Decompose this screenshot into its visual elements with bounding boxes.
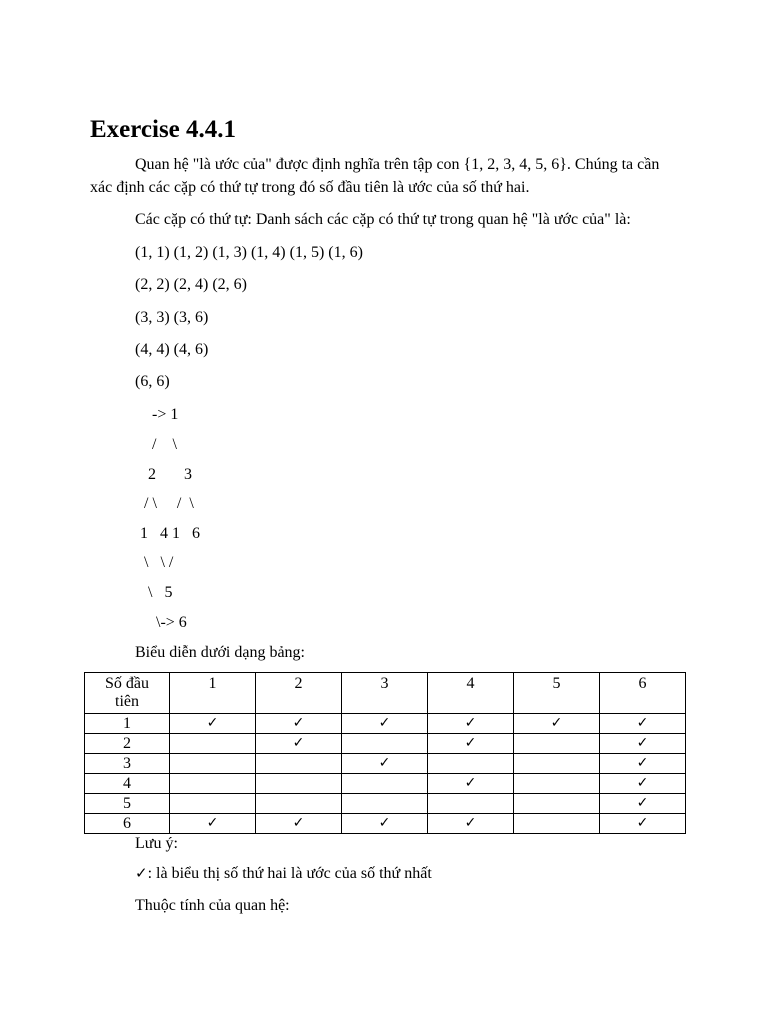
- pairs-line-5: (6, 6): [135, 373, 170, 390]
- table-cell: ✓: [428, 734, 514, 754]
- table-cell: [342, 734, 428, 754]
- table-cell: ✓: [256, 814, 342, 834]
- divisibility-table: [84, 672, 686, 834]
- pairs-line-1: (1, 1) (1, 2) (1, 3) (1, 4) (1, 5) (1, 6): [135, 244, 363, 261]
- table-cell: [256, 774, 342, 794]
- note-line: [135, 862, 432, 885]
- pairs-line-2: (2, 2) (2, 4) (2, 6): [135, 276, 247, 293]
- intro-paragraph-line2: xác định các cặp có thứ tự trong đó số đầu tiên là ước của số thứ hai.: [90, 179, 530, 196]
- table-cell: [514, 774, 600, 794]
- header-first-number-line1: Số đầu: [105, 675, 149, 692]
- note-label: Lưu ý:: [135, 835, 178, 852]
- table-cell: [428, 754, 514, 774]
- header-first-number-line2: tiên: [115, 693, 139, 710]
- table-row: [85, 794, 686, 814]
- exercise-title: Exercise 4.4.1: [90, 116, 237, 143]
- diagram-line-5: 1 4 1 6: [140, 525, 200, 542]
- table-cell: ✓: [600, 754, 686, 774]
- pairs-line-4: (4, 4) (4, 6): [135, 341, 209, 358]
- table-row: [85, 714, 686, 734]
- table-cell: ✓: [170, 714, 256, 734]
- row-label: 2: [85, 734, 170, 754]
- table-cell: ✓: [600, 774, 686, 794]
- column-header: 6: [600, 673, 686, 714]
- column-header: 5: [514, 673, 600, 714]
- table-cell: [170, 774, 256, 794]
- table-cell: ✓: [428, 714, 514, 734]
- table-cell: [256, 754, 342, 774]
- table-header-row: [85, 673, 686, 714]
- table-cell: ✓: [600, 734, 686, 754]
- table-cell: [170, 754, 256, 774]
- diagram-line-8: \-> 6: [140, 614, 187, 631]
- table-cell: [514, 794, 600, 814]
- table-cell: [514, 814, 600, 834]
- row-label: 1: [85, 714, 170, 734]
- table-cell: ✓: [600, 794, 686, 814]
- diagram-line-6: \ \ /: [140, 554, 174, 571]
- table-row: [85, 734, 686, 754]
- table-cell: [514, 734, 600, 754]
- properties-heading: Thuộc tính của quan hệ:: [135, 897, 290, 914]
- table-cell: ✓: [170, 814, 256, 834]
- table-cell: [170, 794, 256, 814]
- table-cell: ✓: [256, 714, 342, 734]
- check-icon: ✓: [135, 864, 148, 882]
- diagram-line-7: \ 5: [140, 584, 173, 601]
- table-row: [85, 754, 686, 774]
- table-row: [85, 814, 686, 834]
- table-cell: [342, 774, 428, 794]
- column-header: 2: [256, 673, 342, 714]
- intro-paragraph-line1: Quan hệ "là ước của" được định nghĩa trên tập con {1, 2, 3, 4, 5, 6}. Chúng ta cần: [135, 156, 660, 173]
- diagram-line-3: 2 3: [140, 466, 192, 483]
- table-cell: [256, 794, 342, 814]
- column-header: 1: [170, 673, 256, 714]
- diagram-line-2: / \: [140, 436, 177, 453]
- header-first-number: [85, 673, 170, 714]
- column-header: 4: [428, 673, 514, 714]
- table-cell: ✓: [342, 754, 428, 774]
- table-cell: [428, 794, 514, 814]
- table-cell: ✓: [514, 714, 600, 734]
- table-cell: ✓: [600, 814, 686, 834]
- pairs-line-3: (3, 3) (3, 6): [135, 309, 209, 326]
- table-cell: ✓: [256, 734, 342, 754]
- table-row: [85, 774, 686, 794]
- table-intro: Biểu diễn dưới dạng bảng:: [135, 644, 305, 661]
- note-text: : là biểu thị số thứ hai là ước của số thứ nhất: [147, 865, 432, 882]
- row-label: 4: [85, 774, 170, 794]
- column-header: 3: [342, 673, 428, 714]
- table-cell: [170, 734, 256, 754]
- table-cell: ✓: [342, 814, 428, 834]
- row-label: 3: [85, 754, 170, 774]
- table-cell: ✓: [342, 714, 428, 734]
- table-cell: [514, 754, 600, 774]
- table-cell: [342, 794, 428, 814]
- table-cell: ✓: [428, 814, 514, 834]
- row-label: 6: [85, 814, 170, 834]
- diagram-line-1: -> 1: [140, 406, 179, 423]
- diagram-line-4: / \ / \: [140, 495, 194, 512]
- table-cell: ✓: [428, 774, 514, 794]
- pairs-intro: Các cặp có thứ tự: Danh sách các cặp có thứ tự trong quan hệ "là ước của" là:: [135, 211, 631, 228]
- table-cell: ✓: [600, 714, 686, 734]
- row-label: 5: [85, 794, 170, 814]
